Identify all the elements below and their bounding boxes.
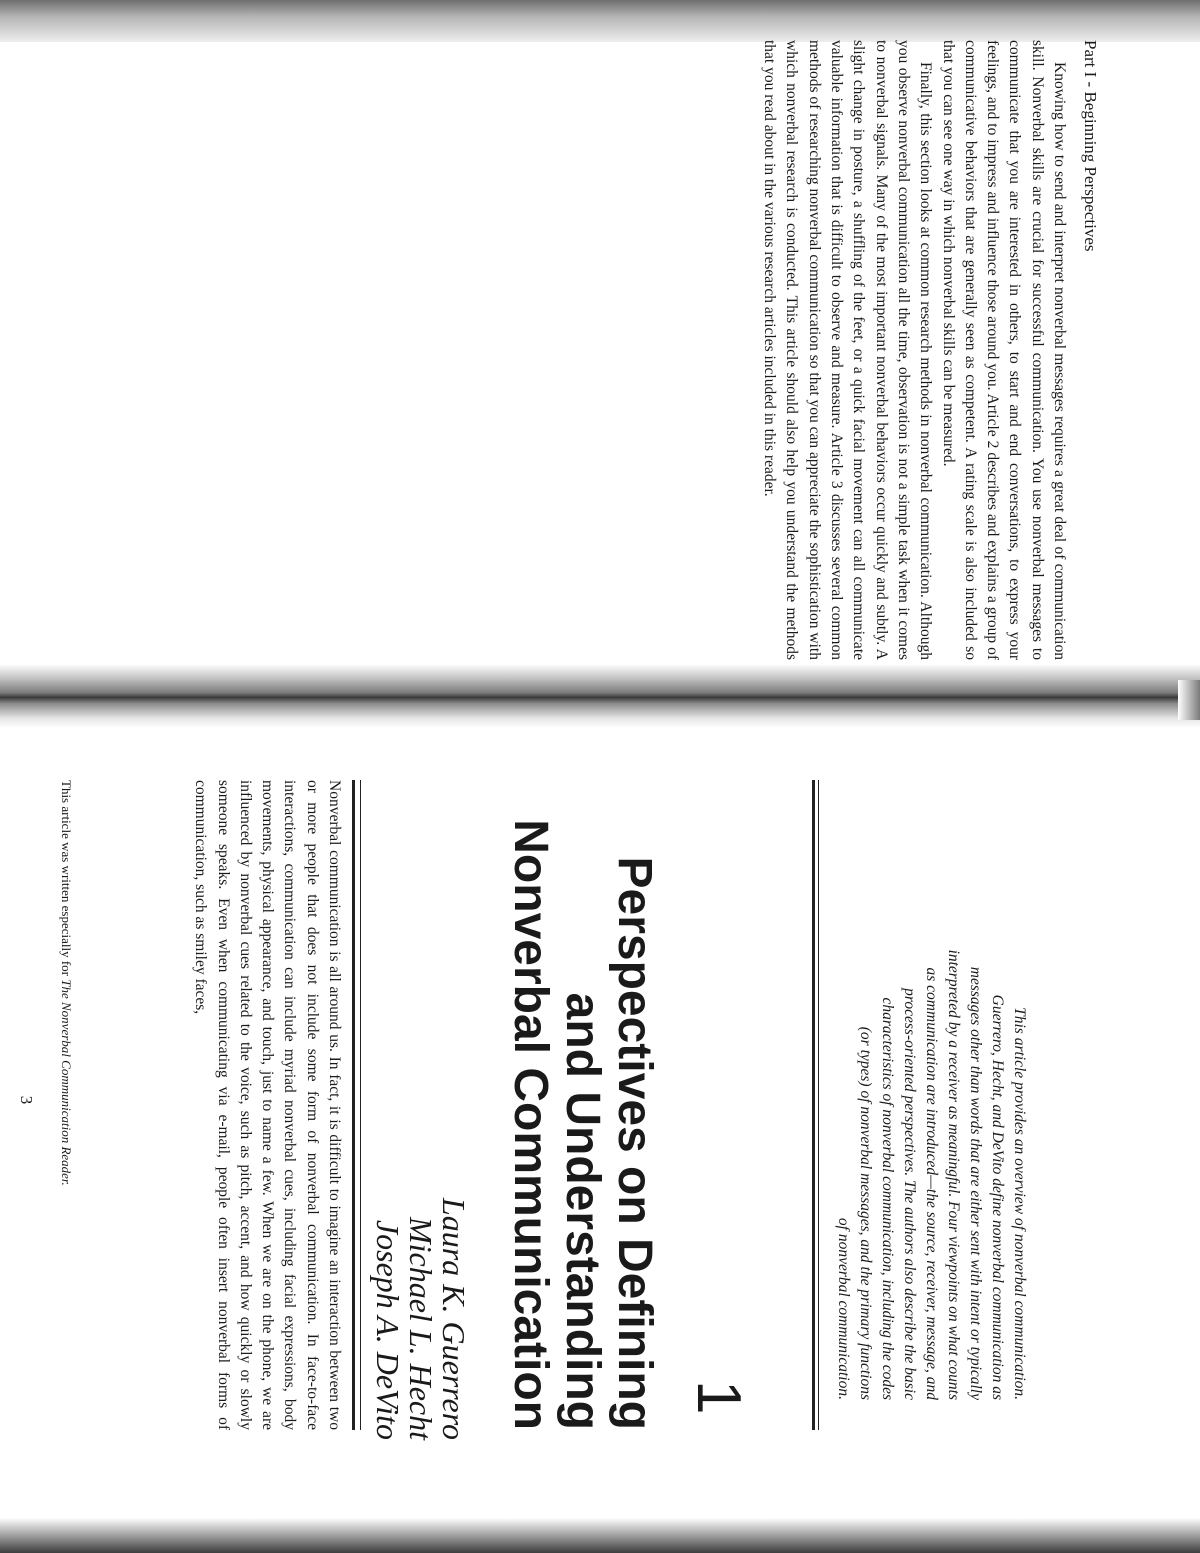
- title-line: Nonverbal Communication: [504, 819, 557, 1430]
- lower-body-text: [95, 780, 345, 1430]
- abstract-line: This article provides an overview of nonverbal communication.: [1011, 1007, 1028, 1400]
- page-bottom-shadow: [0, 1518, 1200, 1553]
- abstract-line: of nonverbal communication.: [835, 1217, 852, 1400]
- abstract-line: Guerrero, Hecht, and DeVito define nonverbal communication as: [989, 994, 1006, 1400]
- abstract-line: as communication are introduced—the source, receiver, message, and: [923, 967, 940, 1400]
- title-line: and Understanding: [556, 992, 609, 1430]
- footnote-book-title: The Nonverbal Communication Reader.: [59, 979, 74, 1186]
- upper-paragraph: Knowing how to send and interpret nonverbal messages requires a great deal of communication skill. Nonverbal skills are crucial for successful communication. You use nonverbal messages to communicate that you are interested in others, to start and end conversations, to express your feelings, and to impress and influence those around you. Article 2 describes and explains a group of communicative behaviors that are generally seen as competent. A rating scale is also included so that you can see one way in which nonverbal skills can be measured.: [939, 40, 1068, 660]
- book-gutter-shadow: [0, 664, 1200, 728]
- upper-paragraph: Finally, this section looks at common research methods in nonverbal communication. Although you observe nonverbal communication all the time, observation is not a simple task when it comes to nonverbal signals. Many of the most important nonverbal behaviors occur quickly and subtly. A slight change in posture, a shuffling of the feet, or a quick facial movement can all communicate valuable information that is difficult to observe and measure. Article 3 discusses several common methods of researching nonverbal communication so that you can appreciate the sophistication with which nonverbal research is conducted. This article should also help you understand the methods that you read about in the various research articles included in this reader.: [761, 40, 935, 660]
- rule-divider: [812, 780, 815, 1430]
- page-top-shadow: [0, 0, 1200, 42]
- lower-paragraph: Nonverbal communication is all around us. In fact, it is difficult to imagine an interaction between two or more people that does not include some form of nonverbal communication. In face-to-face interactions, communication can include myriad nonverbal cues, including facial expressions, body movements, physical appearance, and touch, just to name a few. When we are on the phone, we are influenced by nonverbal cues related to the voice, such as pitch, accent, and how quickly or slowly someone speaks. Even when communicating via e-mail, people often insert nonverbal forms of communication, such as smiley faces,: [192, 780, 343, 1430]
- author-name: Laura K. Guerrero: [436, 1197, 472, 1440]
- rule-divider: [360, 780, 361, 1430]
- chapter-number: 1: [684, 1380, 753, 1415]
- page-edge-mark: [1178, 680, 1200, 720]
- chapter-abstract: [830, 780, 1030, 1400]
- abstract-line: interpreted by a receiver as meaningful. Four viewpoints on what counts: [945, 949, 962, 1400]
- rule-divider: [818, 780, 819, 1430]
- page-number: 3: [17, 1095, 36, 1105]
- footnote-prefix: This article was written especially for: [59, 780, 74, 980]
- abstract-line: process-oriented perspectives. The authors also describe the basic: [901, 988, 918, 1400]
- upper-body-text: [620, 40, 1070, 660]
- footnote: [54, 780, 78, 1430]
- rule-divider: [352, 780, 355, 1430]
- abstract-line: (or types) of nonverbal messages, and the primary functions: [857, 1026, 874, 1400]
- author-list: [360, 1110, 470, 1440]
- author-name: Joseph A. DeVito: [370, 1219, 406, 1440]
- author-name: Michael L. Hecht: [403, 1216, 439, 1440]
- chapter-title: [500, 780, 660, 1430]
- title-line: Perspectives on Defining: [608, 856, 661, 1430]
- abstract-line: characteristics of nonverbal communication, including the codes: [879, 997, 896, 1400]
- abstract-line: messages other than words that are either sent with intent or typically: [967, 966, 984, 1400]
- running-head: Part I - Beginning Perspectives: [1081, 40, 1100, 252]
